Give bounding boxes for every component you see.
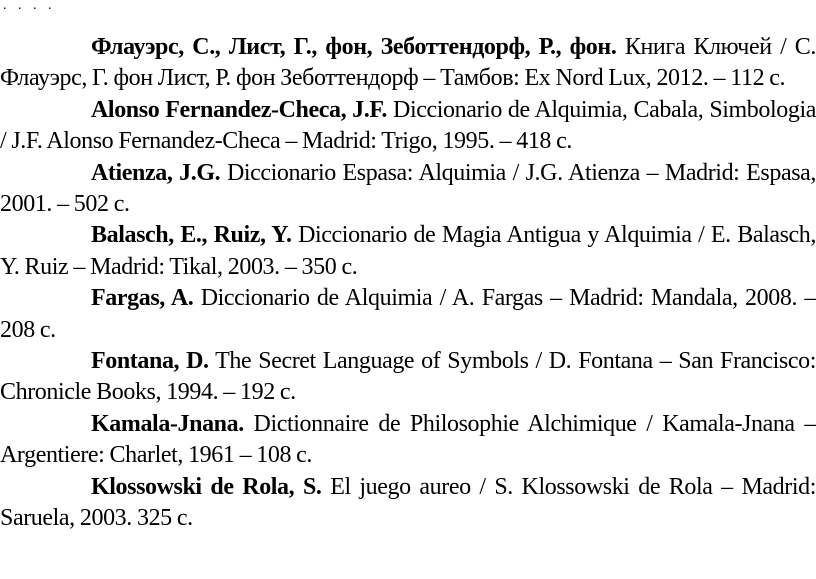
entry-authors: Klossowski de Rola, S.	[91, 473, 322, 500]
entry-details: Diccionario de Alquimia / A. Fargas – Madrid: Mandala, 2008. – 208 с.	[0, 285, 816, 343]
bibliography-entry	[0, 472, 816, 535]
bibliography-list	[0, 32, 816, 535]
entry-details: Diccionario Espasa: Alquimia / J.G. Atienza – Madrid: Espasa, 2001. – 502 с.	[0, 159, 816, 218]
bibliography-entry	[0, 283, 816, 346]
entry-details: The Secret Language of Symbols / D. Fontana – San Francisco: Chronicle Books, 1994. – 192 с.	[0, 348, 816, 406]
bibliography-entry	[0, 346, 816, 409]
bibliography-entry	[0, 220, 816, 283]
entry-details: Книга Ключей / С. Флауэрс, Г. фон Лист, Р. фон Зеботтендорф – Тамбов: Ex Nord Lux, 2012. – 112 с.	[0, 34, 816, 92]
entry-authors: Флауэрс, С., Лист, Г., фон, Зеботтендорф, Р., фон.	[91, 34, 617, 60]
entry-details: El juego aureo / S. Klossowski de Rola – Madrid: Saruela, 2003. 325 с.	[0, 473, 816, 532]
entry-details: Diccionario de Magia Antigua y Alquimia / E. Balasch, Y. Ruiz – Madrid: Tikal, 2003. – 350 с.	[0, 222, 816, 280]
entry-details: Dictionnaire de Philosophie Alchimique / Kamala-Jnana – Argentiere: Charlet, 1961 – 108 с.	[0, 410, 816, 469]
entry-authors: Fargas, A.	[91, 285, 194, 312]
entry-authors: Balasch, E., Ruiz, Y.	[91, 222, 292, 249]
entry-authors: Kamala-Jnana.	[91, 410, 244, 437]
entry-authors: Fontana, D.	[91, 348, 209, 375]
page-dots: . . . .	[3, 0, 56, 13]
entry-details: Diccionario de Alquimia, Cabala, Simbologia / J.F. Alonso Fernandez-Checa – Madrid: Trigo, 1995. – 418 с.	[0, 96, 816, 155]
bibliography-entry	[0, 409, 816, 472]
entry-authors: Alonso Fernandez-Checa, J.F.	[91, 96, 388, 123]
bibliography-entry	[0, 95, 816, 158]
entry-authors: Atienza, J.G.	[91, 159, 221, 186]
bibliography-entry	[0, 158, 816, 221]
bibliography-entry	[0, 32, 816, 95]
